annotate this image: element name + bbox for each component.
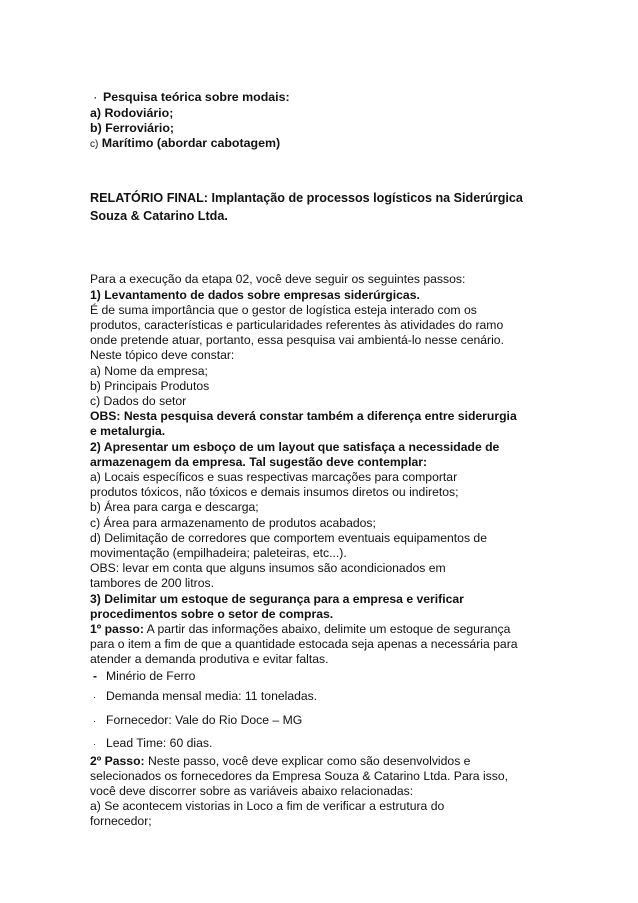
list-item: c) Área para armazenamento de produtos acabados; — [90, 515, 376, 530]
list-item: produtos tóxicos, não tóxicos e demais insumos diretos ou indiretos; — [90, 485, 459, 500]
document-page — [90, 90, 560, 830]
section-3-heading: procedimentos sobre o setor de compras. — [90, 606, 334, 621]
modal-item: a) Rodoviário; — [90, 106, 174, 121]
paragraph-line: onde pretende atuar, portanto, essa pesquisa vai ambientá-lo nesse cenário. — [90, 333, 504, 348]
list-item: a) Se acontecem vistorias in Loco a fim de verificar a estrutura do — [90, 799, 445, 814]
paragraph-line: atender a demanda produtiva e evitar faltas. — [90, 652, 329, 667]
list-item: a) Locais específicos e suas respectivas marcações para comportar — [90, 470, 458, 485]
dot-icon: · — [93, 715, 96, 726]
paragraph-line: É de suma importância que o gestor de logística esteja interado com os — [90, 302, 477, 317]
modais-section — [90, 90, 560, 152]
paragraph-line: produtos, características e particularidades referentes às atividades do ramo — [90, 317, 504, 332]
section-2-heading: 2) Apresentar um esboço de um layout que satisfaça a necessidade de — [90, 439, 500, 454]
bullet-item: · Fornecedor: Vale do Rio Doce – MG — [90, 708, 560, 732]
report-body — [90, 272, 560, 829]
dash-icon: - — [93, 668, 97, 683]
obs-line: tambores de 200 litros. — [90, 576, 214, 591]
list-item: b) Principais Produtos — [90, 378, 210, 393]
paragraph-line: para o item a fim de que a quantidade estocada seja apenas a necessária para — [90, 637, 518, 652]
obs-line: OBS: levar em conta que alguns insumos são acondicionados em — [90, 561, 446, 576]
step-2-line: 2º Passo: Neste passo, você deve explicar como são desenvolvidos e — [90, 753, 471, 768]
list-item: a) Nome da empresa; — [90, 363, 208, 378]
obs-line: OBS: Nesta pesquisa deverá constar também a diferença entre siderurgia — [90, 409, 517, 424]
list-item: fornecedor; — [90, 814, 152, 829]
bullet-item: · Lead Time: 60 dias. — [90, 732, 560, 754]
paragraph-line: selecionados os fornecedores da Empresa Souza & Catarino Ltda. Para isso, — [90, 768, 508, 783]
bullet-icon: · — [94, 93, 97, 103]
modal-item: b) Ferroviário; — [90, 121, 175, 136]
list-item: c) Dados do setor — [90, 394, 187, 408]
obs-line: e metalurgia. — [90, 424, 166, 439]
step-1-line: 1º passo: A partir das informações abaixo, delimite um estoque de segurança — [90, 622, 511, 637]
list-item: movimentação (empilhadeira; paleteiras, etc...). — [90, 546, 347, 561]
intro-text: Para a execução da etapa 02, você deve seguir os seguintes passos: — [90, 272, 466, 287]
list-item: d) Delimitação de corredores que comportem eventuais equipamentos de — [90, 530, 487, 545]
paragraph-line: Neste tópico deve constar: — [90, 348, 235, 363]
bullet-item: - Minério de Ferro — [93, 668, 196, 683]
paragraph-line: você deve discorrer sobre as variáveis abaixo relacionadas: — [90, 784, 414, 799]
modal-item: c) Marítimo (abordar cabotagem) — [90, 136, 281, 151]
modais-heading: · Pesquisa teórica sobre modais: — [94, 90, 290, 104]
section-3-heading: 3) Delimitar um estoque de segurança para a empresa e verificar — [90, 591, 464, 606]
list-item: b) Área para carga e descarga; — [90, 500, 259, 515]
dot-icon: · — [93, 691, 96, 702]
dot-icon: · — [93, 738, 96, 749]
section-2-heading: armazenagem da empresa. Tal sugestão deve contemplar: — [90, 454, 428, 469]
report-title: RELATÓRIO FINAL: Implantação de processos logísticos na Siderúrgica Souza & Catarino Ltda. — [90, 191, 523, 224]
bullet-item: · Demanda mensal media: 11 toneladas. — [90, 684, 560, 708]
section-1-heading: 1) Levantamento de dados sobre empresas siderúrgicas. — [90, 287, 420, 302]
